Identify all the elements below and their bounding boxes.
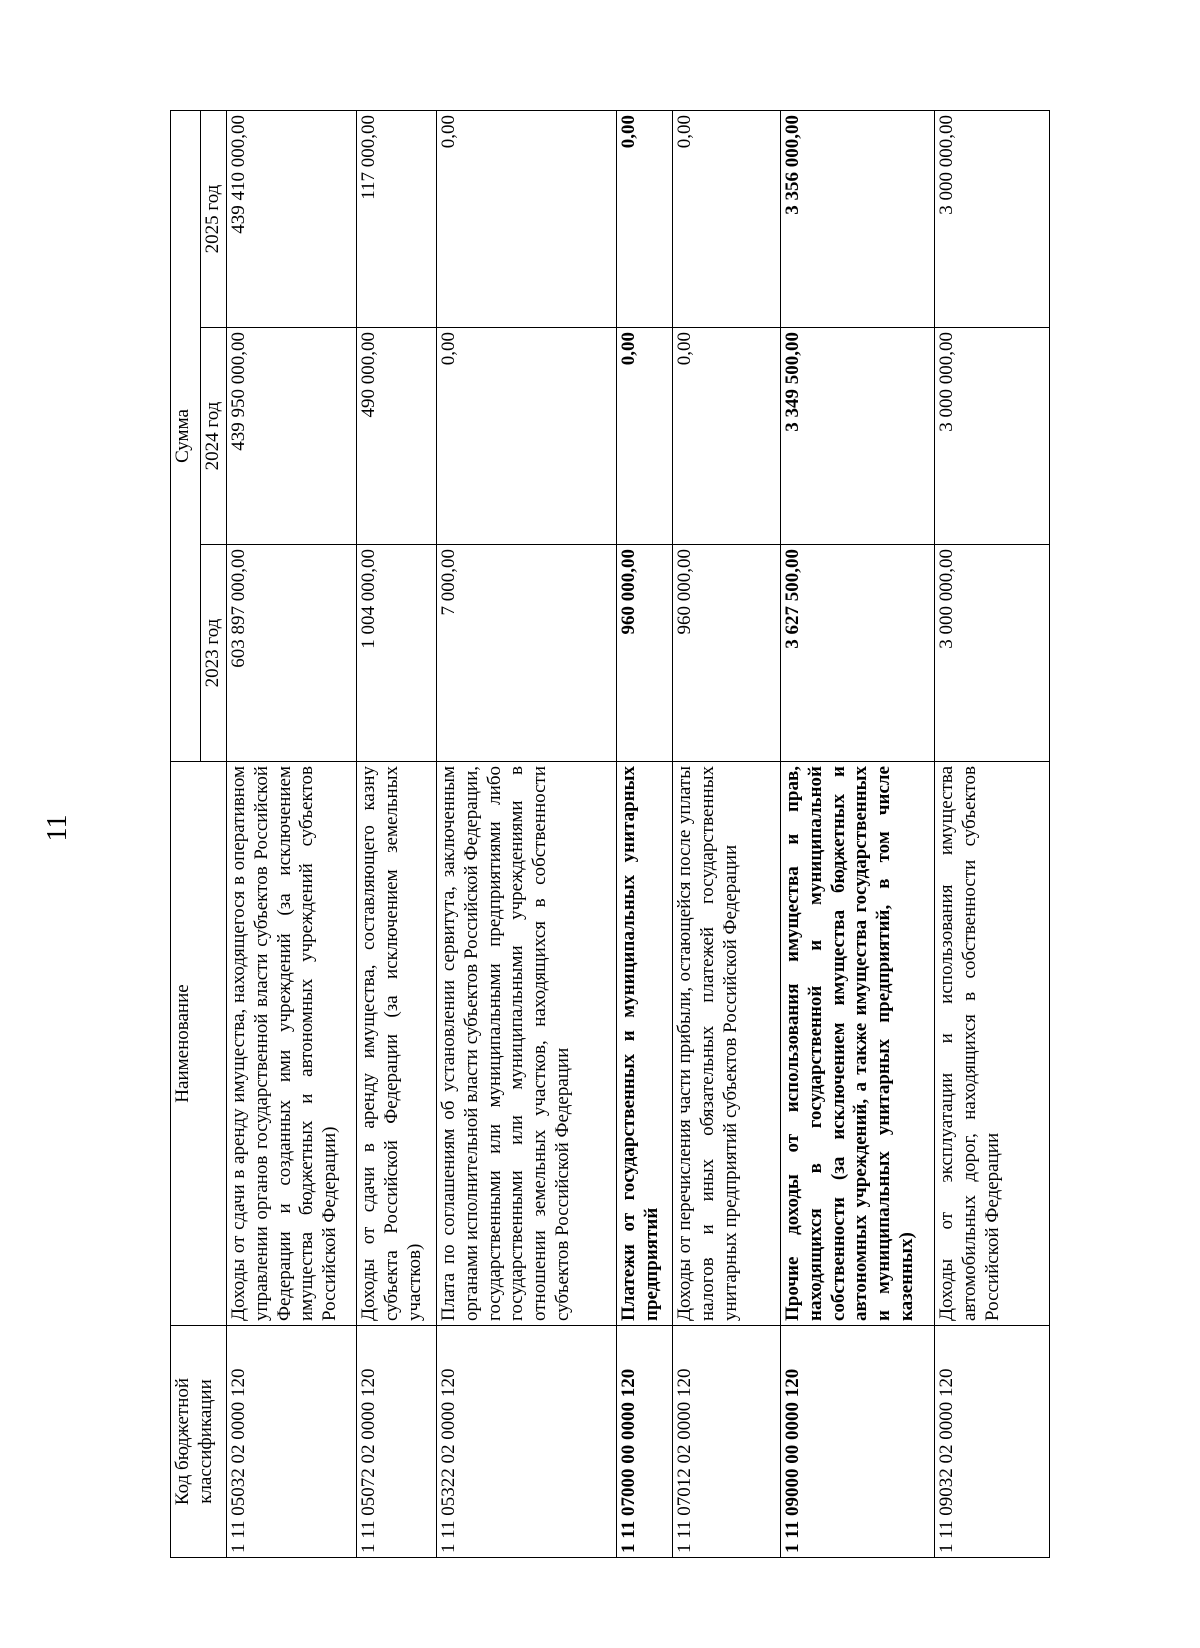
- row-amount-2023: 1 004 000,00: [357, 545, 437, 762]
- row-amount-2023: 3 627 500,00: [781, 545, 935, 762]
- row-amount-2024: 439 950 000,00: [227, 328, 357, 545]
- row-amount-2024: 3 349 500,00: [781, 328, 935, 545]
- row-amount-2023: 960 000,00: [617, 545, 673, 762]
- row-name: Доходы от перечисления части прибыли, остающейся после уплаты налогов и иных обязательных платежей государственных унитарных предприятий субъектов Российской Федерации: [673, 762, 781, 1326]
- row-amount-2025: 3 000 000,00: [935, 111, 1050, 328]
- row-amount-2025: 0,00: [673, 111, 781, 328]
- row-name: Прочие доходы от использования имущества и прав, находящихся в государственной и муниципальной собственности (за исключением имущества бюджетных и автономных учреждений, а также имущества государственных и муниципальных унитарных предприятий, в том числе казенных): [781, 762, 935, 1326]
- row-amount-2025: 117 000,00: [357, 111, 437, 328]
- table-row: [227, 111, 357, 1558]
- row-code: 1 11 05032 02 0000 120: [227, 1326, 357, 1558]
- row-name: Доходы от сдачи в аренду имущества, находящегося в оперативном управлении органов государственной власти субъектов Российской Федерации и созданных ими учреждений (за исключением имущества бюджетных и автономных учреждений субъектов Российской Федерации): [227, 762, 357, 1326]
- row-name: Платежи от государственных и муниципальных унитарных предприятий: [617, 762, 673, 1326]
- row-amount-2024: 0,00: [617, 328, 673, 545]
- row-name: Плата по соглашениям об установлении сервитута, заключенным органами исполнительной власти субъектов Российской Федерации, государственными или муниципальными предприятиями либо государственными или муниципальными учреждениями в отношении земельных участков, находящихся в собственности субъектов Российской Федерации: [437, 762, 617, 1326]
- header-sum: Сумма: [171, 111, 201, 762]
- table-row: [357, 111, 437, 1558]
- row-amount-2024: 490 000,00: [357, 328, 437, 545]
- row-code: 1 11 05072 02 0000 120: [357, 1326, 437, 1558]
- row-amount-2025: 439 410 000,00: [227, 111, 357, 328]
- header-year-2025: 2025 год: [201, 111, 227, 328]
- row-amount-2025: 0,00: [437, 111, 617, 328]
- row-name: Доходы от эксплуатации и использования имущества автомобильных дорог, находящихся в собственности субъектов Российской Федерации: [935, 762, 1050, 1326]
- row-amount-2025: 3 356 000,00: [781, 111, 935, 328]
- rotated-table-container: [170, 110, 1050, 1558]
- header-year-2024: 2024 год: [201, 328, 227, 545]
- header-code: Код бюджетной классификации: [171, 1326, 227, 1558]
- table-row: [437, 111, 617, 1558]
- header-year-2023: 2023 год: [201, 545, 227, 762]
- page-number: 11: [42, 814, 73, 842]
- row-code: 1 11 07012 02 0000 120: [673, 1326, 781, 1558]
- row-code: 1 11 05322 02 0000 120: [437, 1326, 617, 1558]
- table-row: [673, 111, 781, 1558]
- row-amount-2024: 0,00: [437, 328, 617, 545]
- row-amount-2023: 960 000,00: [673, 545, 781, 762]
- header-name: Наименование: [171, 762, 227, 1326]
- row-amount-2025: 0,00: [617, 111, 673, 328]
- budget-table: [170, 110, 1050, 1558]
- table-row: [781, 111, 935, 1558]
- row-amount-2023: 3 000 000,00: [935, 545, 1050, 762]
- table-row: [935, 111, 1050, 1558]
- row-amount-2024: 3 000 000,00: [935, 328, 1050, 545]
- row-amount-2024: 0,00: [673, 328, 781, 545]
- row-code: 1 11 09032 02 0000 120: [935, 1326, 1050, 1558]
- row-code: 1 11 07000 00 0000 120: [617, 1326, 673, 1558]
- row-name: Доходы от сдачи в аренду имущества, составляющего казну субъекта Российской Федерации (за исключением земельных участков): [357, 762, 437, 1326]
- row-code: 1 11 09000 00 0000 120: [781, 1326, 935, 1558]
- row-amount-2023: 603 897 000,00: [227, 545, 357, 762]
- table-row: [617, 111, 673, 1558]
- row-amount-2023: 7 000,00: [437, 545, 617, 762]
